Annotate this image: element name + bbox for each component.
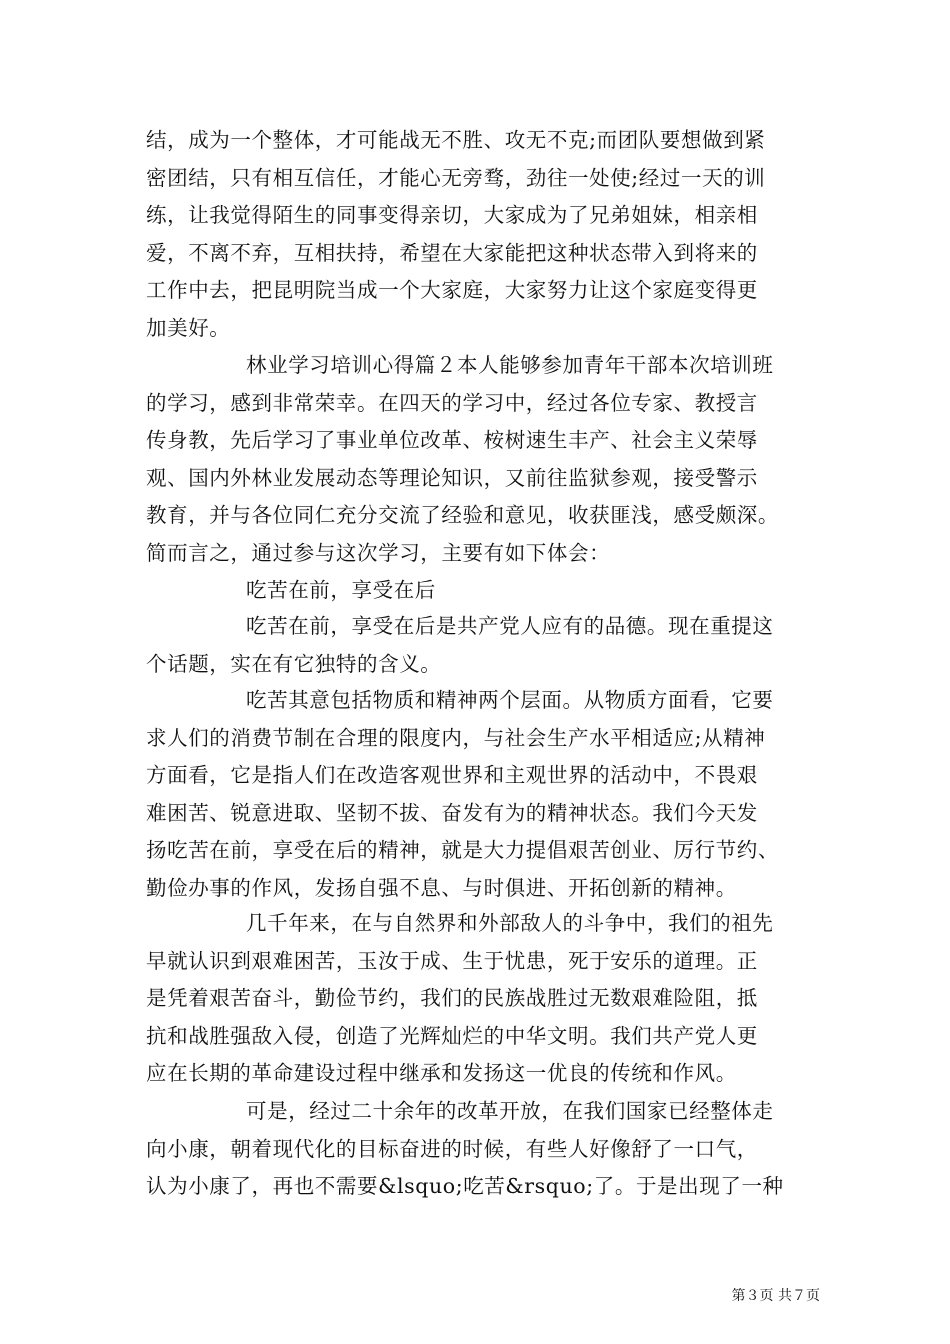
text-line: 吃苦在前，享受在后 — [246, 578, 436, 602]
text-line: 可是，经过二十余年的改革开放，在我们国家已经整体走 — [246, 1099, 774, 1123]
text-line: 加美好。 — [146, 315, 231, 340]
text-line: 勤俭办事的作风，发扬自强不息、与时俱进、开拓创新的精神。 — [146, 875, 737, 900]
paragraph-hardship-first — [146, 608, 816, 683]
text-line: 向小康，朝着现代化的目标奋进的时候，有些人好像舒了一口气， — [146, 1136, 758, 1161]
paragraph-article-2-intro — [146, 347, 816, 572]
text-line: 简而言之，通过参与这次学习，主要有如下体会： — [146, 540, 611, 565]
text-line: 早就认识到艰难困苦，玉汝于成、生于忧患，死于安乐的道理。正 — [146, 948, 758, 973]
section-heading — [146, 572, 816, 610]
paragraph-hardship-meaning — [146, 682, 816, 907]
text-line: 难困苦、锐意进取、坚韧不拔、奋发有为的精神状态。我们今天发 — [146, 800, 758, 825]
text-line: 观、国内外林业发展动态等理论知识，又前往监狱参观，接受警示 — [146, 465, 758, 490]
text-line: 吃苦其意包括物质和精神两个层面。从物质方面看，它要 — [246, 688, 774, 712]
text-line: 密团结，只有相互信任，才能心无旁骛，劲往一处使;经过一天的训 — [146, 165, 766, 190]
paragraph-ancestors — [146, 905, 816, 1093]
text-line: 个话题，实在有它独特的含义。 — [146, 651, 442, 676]
text-line: 结，成为一个整体，才可能战无不胜、攻无不克;而团队要想做到紧 — [146, 128, 766, 152]
text-line: 教育，并与各位同仁充分交流了经验和意见，收获匪浅，感受颇深。 — [146, 503, 779, 527]
text-line: 方面看，它是指人们在改造客观世界和主观世界的活动中，不畏艰 — [146, 763, 758, 787]
text-line: 传身教，先后学习了事业单位改革、桉树速生丰产、社会主义荣辱 — [146, 428, 758, 452]
text-line: 几千年来，在与自然界和外部敌人的斗争中，我们的祖先 — [246, 911, 774, 935]
text-line: 爱，不离不弃，互相扶持，希望在大家能把这种状态带入到将来的 — [146, 240, 758, 265]
text-line: 认为小康了，再也不需要&lsquo;吃苦&rsquo;了。于是出现了一种 — [146, 1174, 784, 1198]
paragraph-team-unity — [146, 122, 816, 347]
text-line: 吃苦在前，享受在后是共产党人应有的品德。现在重提这 — [246, 614, 774, 638]
text-line: 工作中去，把昆明院当成一个大家庭，大家努力让这个家庭变得更 — [146, 278, 758, 302]
page-number-footer — [700, 1285, 820, 1305]
text-line: 练，让我觉得陌生的同事变得亲切，大家成为了兄弟姐妹，相亲相 — [146, 203, 758, 227]
text-line: 抗和战胜强敌入侵，创造了光辉灿烂的中华文明。我们共产党人更 — [146, 1023, 758, 1048]
text-line: 应在长期的革命建设过程中继承和发扬这一优良的传统和作风。 — [146, 1061, 737, 1085]
text-line: 的学习，感到非常荣幸。在四天的学习中，经过各位专家、教授言 — [146, 390, 758, 415]
text-line: 是凭着艰苦奋斗，勤俭节约，我们的民族战胜过无数艰难险阻，抵 — [146, 986, 758, 1010]
text-line: 求人们的消费节制在合理的限度内，与社会生产水平相适应;从精神 — [146, 725, 766, 750]
text-line: 林业学习培训心得篇２本人能够参加青年干部本次培训班 — [246, 353, 774, 377]
paragraph-reform — [146, 1093, 816, 1206]
page-label: 第３页 共７页 — [731, 1288, 820, 1304]
text-line: 扬吃苦在前，享受在后的精神，就是大力提倡艰苦创业、厉行节约、 — [146, 838, 779, 862]
